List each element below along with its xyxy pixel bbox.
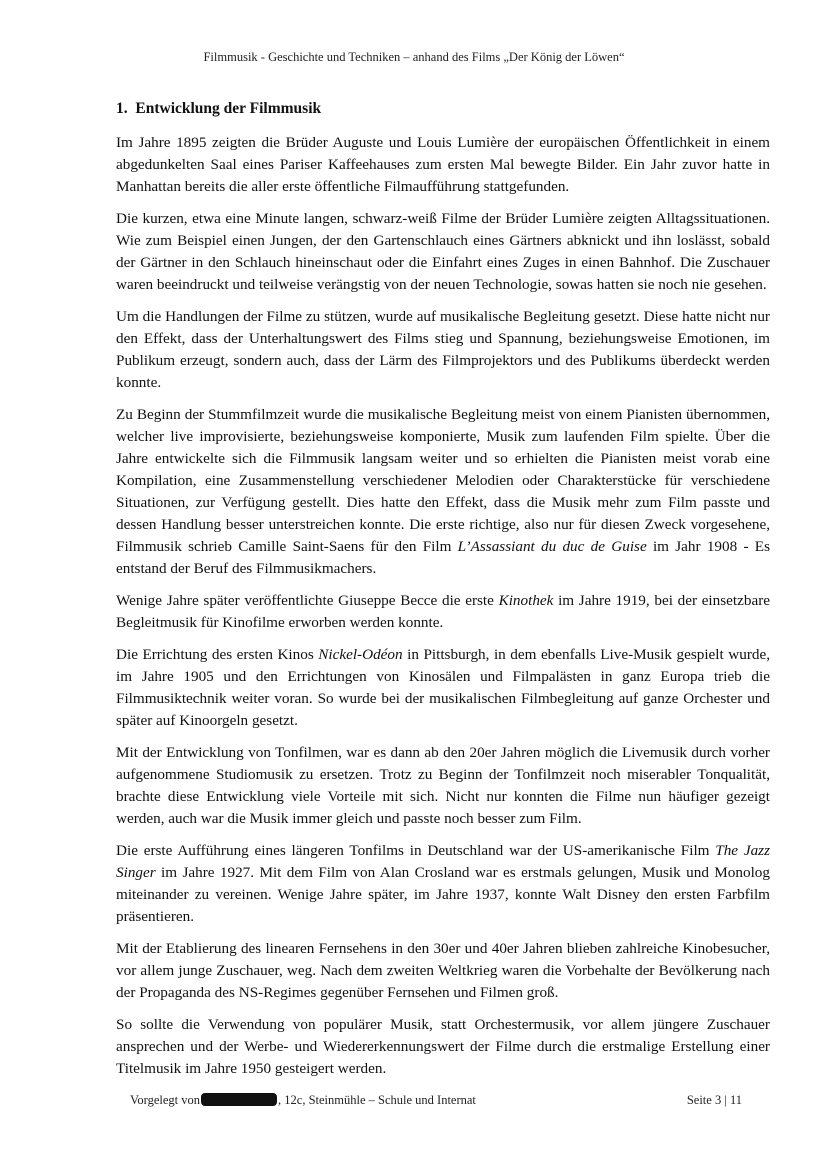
paragraph-4: Zu Beginn der Stummfilmzeit wurde die musikalische Begleitung meist von einem Pianisten übernommen, welcher live improvisierte, beziehungsweise komponierte, Musik zum laufenden Film spielte. Über die Jahre entwickelte sich die Filmmusik langsam weiter und so erhielten die Pianisten meist vorab eine Kompilation, eine Zusammenstellung verschiedener Melodien oder Charakterstücke für verschiedene Situationen, zur Verfügung gestellt. Dies hatte den Effekt, dass die Musik mehr zum Film passte und dessen Handlung besser unterstreichen konnte. Die erste richtige, also nur für diesen Zweck vorgesehene, Filmmusik schrieb Camille Saint-Saens für den Film L’Assassiant du duc de Guise im Jahr 1908 - Es entstand der Beruf des Filmmusikmachers.: [116, 406, 770, 577]
paragraph-8: Die erste Aufführung eines längeren Tonfilms in Deutschland war der US-amerikanische Film The Jazz Singer im Jahre 1927. Mit dem Film von Alan Crosland war es erstmals gelungen, Musik und Monolog miteinander zu vereinen. Wenige Jahre später, im Jahre 1937, konnte Walt Disney den ersten Farbfilm präsentieren.: [116, 842, 770, 925]
paragraph-10: So sollte die Verwendung von populärer Musik, statt Orchestermusik, vor allem jüngere Zuschauer ansprechen und der Werbe- und Wiedererkennungswert der Filme durch die erstmalige Erstellung einer Titelmusik im Jahre 1950 gesteigert werden.: [116, 1016, 770, 1077]
page-header: Filmmusik - Geschichte und Techniken – anhand des Films „Der König der Löwen“: [203, 50, 625, 64]
paragraph-6: Die Errichtung des ersten Kinos Nickel-Odéon in Pittsburgh, in dem ebenfalls Live-Musik gespielt wurde, im Jahre 1905 und den Errichtungen von Kinosälen und Filmpalästen in ganz Europa trieb die Filmmusiktechnik weiter voran. So wurde bei der musikalischen Filmbegleitung auf ganze Orchester und später auf Kinoorgeln gesetzt.: [116, 646, 771, 729]
page-number: Seite 3 | 11: [686, 1093, 742, 1107]
footer-author: Vorgelegt von , 12c, Steinmühle – Schule und Internat: [130, 1093, 476, 1107]
paragraph-7: Mit der Entwicklung von Tonfilmen, war es dann ab den 20er Jahren möglich die Livemusik durch vorher aufgenommene Studiomusik zu ersetzen. Trotz zu Beginn der Tonfilmzeit noch miserabler Tonqualität, brachte diese Entwicklung viele Vorteile mit sich. Nicht nur konnten die Filme nun häufiger gezeigt werden, auch war die Musik immer gleich und passte noch besser zum Film.: [116, 744, 770, 827]
paragraph-1: Im Jahre 1895 zeigten die Brüder Auguste und Louis Lumière der europäischen Öffentlichkeit in einem abgedunkelten Saal eines Pariser Kaffeehauses zum ersten Mal bewegte Bilder. Ein Jahr zuvor hatte in Manhattan bereits die aller erste öffentliche Filmaufführung stattgefunden.: [116, 134, 770, 195]
section-title: Entwicklung der Filmmusik: [135, 100, 322, 117]
section-heading: [116, 100, 770, 118]
paragraph-9: Mit der Etablierung des linearen Fernsehens in den 30er und 40er Jahren blieben zahlreiche Kinobesucher, vor allem junge Zuschauer, weg. Nach dem zweiten Weltkrieg waren die Vorbehalte der Bevölkerung nach der Propaganda des NS-Regimes gegenüber Fernsehen und Filmen groß.: [116, 940, 770, 1001]
document-body: [116, 100, 770, 1090]
redacted-name: [201, 1093, 277, 1106]
paragraph-2: Die kurzen, etwa eine Minute langen, schwarz-weiß Filme der Brüder Lumière zeigten Alltagssituationen. Wie zum Beispiel einen Jungen, der den Gartenschlauch eines Gärtners abknickt und ihn loslässt, sobald der Gärtner in den Schlauch hineinschaut oder die Einfahrt eines Zuges in einen Bahnhof. Die Zuschauer waren beeindruckt und teilweise verängstig von der neuen Technologie, sowas hatten sie noch nie gesehen.: [116, 210, 770, 293]
paragraph-5: Wenige Jahre später veröffentlichte Giuseppe Becce die erste Kinothek im Jahre 1919, bei der einsetzbare Begleitmusik für Kinofilme erworben werden konnte.: [116, 592, 770, 631]
cinema-name: Nickel-Odéon: [318, 646, 403, 663]
section-number: 1.: [116, 100, 128, 117]
term-kinothek: Kinothek: [498, 592, 554, 609]
paragraph-3: Um die Handlungen der Filme zu stützen, wurde auf musikalische Begleitung gesetzt. Diese hatte nicht nur den Effekt, dass der Unterhaltungswert des Films stieg und Spannung, beziehungsweise Emotionen, im Publikum erzeugt, sondern auch, dass der Lärm des Filmprojektors und des Publikums überdeckt werden konnte.: [116, 308, 770, 391]
film-title: The Jazz Singer: [116, 842, 770, 881]
film-title: L’Assassiant du duc de Guise: [457, 538, 647, 555]
